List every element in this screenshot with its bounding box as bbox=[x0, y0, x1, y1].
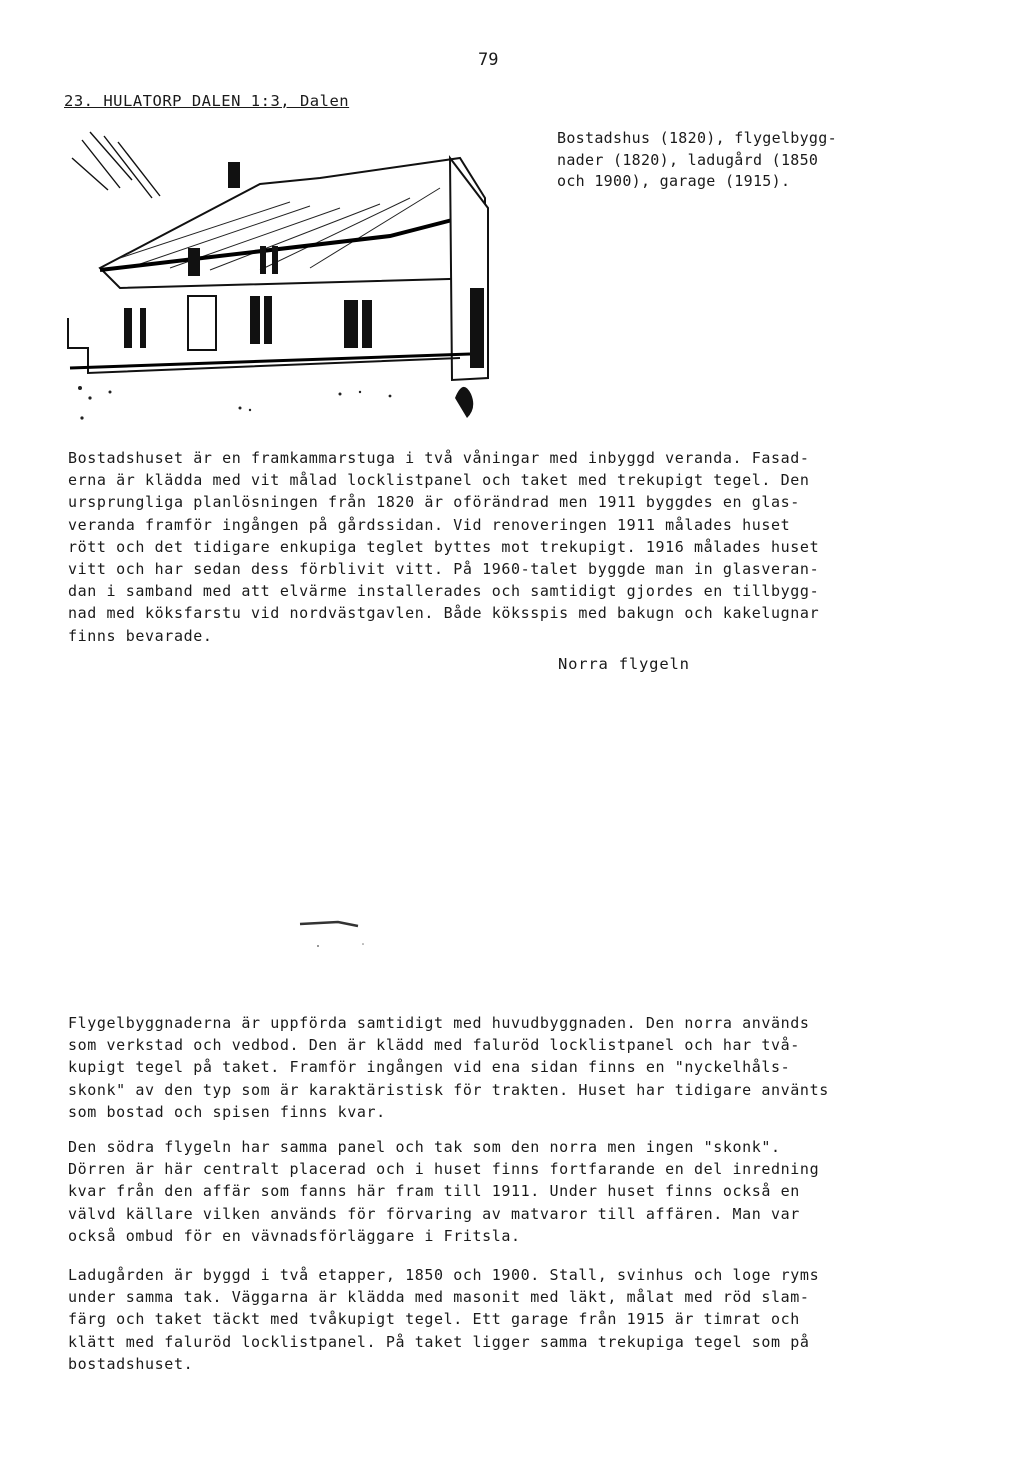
paragraph-ladugarden: Ladugården är byggd i två etapper, 1850 och 1900. Stall, svinhus och loge ryms under samma tak. Väggarna är klädda med masonit med läkt, målat med röd slam- färg och taket täckt med tvåkupigt tegel. Ett garage från 1915 är timrat och klätt med faluröd locklistpanel. På taket ligger samma trekupiga tegel som på bostadshuset. bbox=[68, 1266, 820, 1373]
faded-photo-remnant bbox=[288, 916, 378, 956]
paragraph-sodra-flygeln: Den södra flygeln har samma panel och tak som den norra men ingen "skonk". Dörren är här centralt placerad och i huset finns fortfarande en del inredning kvar från den affär som fanns här fram till 1911. Under huset finns också en välvd källare vilken används för förvaring av matvaror till affären. Man var också ombud för en vävnadsförläggare i Fritsla. bbox=[68, 1138, 820, 1245]
paragraph-bostadshus: Bostadshuset är en framkammarstuga i två våningar med inbyggd veranda. Fasad- erna är klädda med vit målad locklistpanel och taket med trekupigt tegel. Den ursprungliga planlösningen från 1820 är oförändrad men 1911 byggdes en glas- veranda framför ingången på gårdssidan. Vid renoveringen 1911 målades huset rött och det tidigare enkupiga teglet byttes mot trekupigt. 1916 målades huset vitt och har sedan dess förblivit vitt. På 1960-talet byggde man in glasveran- dan i samband med att elvärme installerades och samtidigt gjordes en tillbygg- nad med köksfarstu vid nordvästgavlen. Både köksspis med bakugn och kakelugnar finns bevarade. bbox=[68, 449, 820, 645]
paragraph-norra-flygeln: Flygelbyggnaderna är uppförda samtidigt med huvudbyggnaden. Den norra används som verkstad och vedbod. Den är klädd med faluröd locklistpanel och har två- kupigt tegel på taket. Framför ingången vid ena sidan finns en "nyckelhåls- skonk" av den typ som är karaktäristisk för trakten. Huset har tidigare använts som bostad och spisen finns kvar. bbox=[68, 1014, 829, 1121]
subheading-norra-flygeln: Norra flygeln bbox=[558, 655, 690, 673]
page-number: 79 bbox=[478, 50, 499, 70]
house-photo bbox=[60, 118, 500, 436]
photo-caption: Bostadshus (1820), flygelbygg- nader (1820), ladugård (1850 och 1900), garage (1915). bbox=[557, 129, 837, 190]
section-heading: 23. HULATORP DALEN 1:3, Dalen bbox=[64, 92, 350, 110]
